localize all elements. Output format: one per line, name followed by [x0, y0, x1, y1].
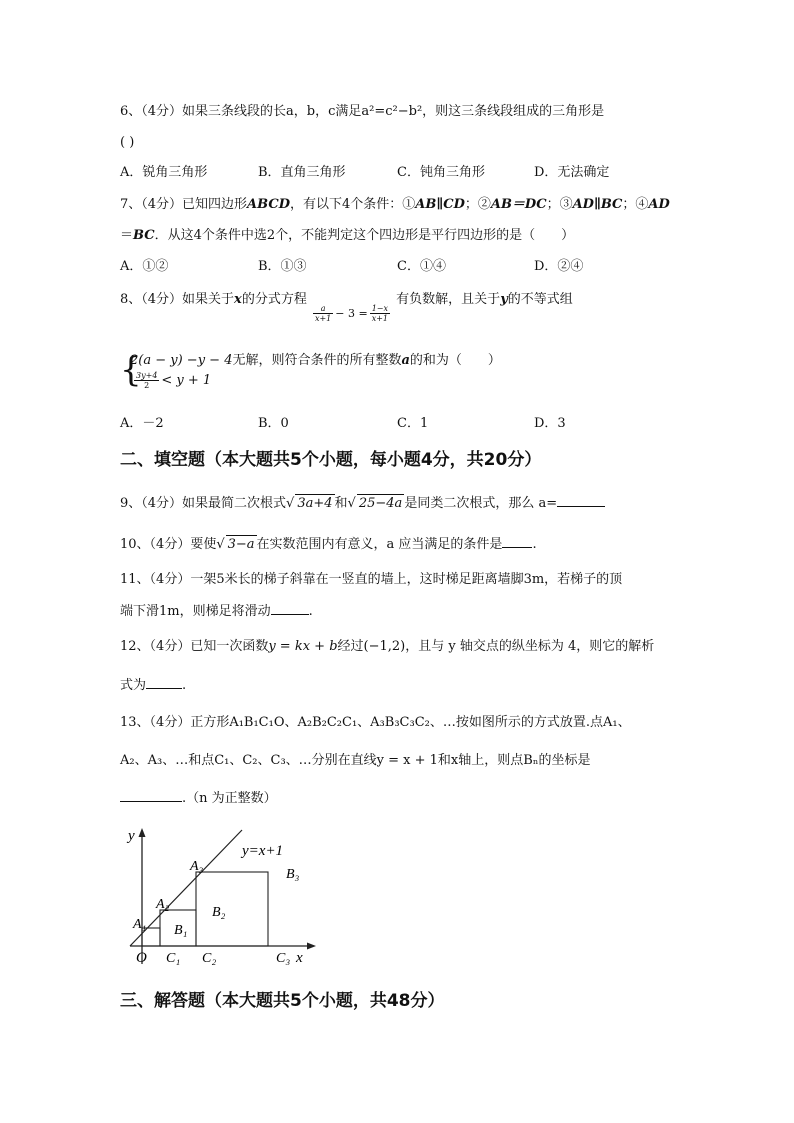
- x-axis-label: x: [296, 950, 303, 966]
- q6-option-b: B．直角三角形: [258, 165, 346, 180]
- q12-line2: 式为 .: [120, 678, 187, 693]
- q10-radical: 3−a: [227, 537, 255, 552]
- label-c1: C₁: [166, 951, 181, 966]
- x-axis-arrow: [307, 943, 316, 950]
- label-b3: B₃: [286, 867, 300, 882]
- section-3-heading: 三、解答题（本大题共5个小题，共48分）: [120, 991, 445, 1011]
- q9-radical-1: 3a+4: [297, 496, 333, 511]
- q12-line1: 12、（4分）已知一次函数y = kx + b经过(−1,2)，且与 y 轴交点的纵坐标为 4，则它的解析: [120, 639, 655, 654]
- q8-brace: {: [120, 350, 142, 390]
- label-b1: B₁: [174, 923, 188, 938]
- q7-option-d: D．②④: [534, 259, 584, 274]
- q8-system-line2: $\frac{3y+4}{2}$ < y + 1: [136, 371, 212, 390]
- q6-paren: ( ): [120, 135, 135, 150]
- q8-equation: $\frac{a}{x+1}$ − 3 = $\frac{1-x}{x+1}$: [314, 304, 389, 323]
- line-label: y=x+1: [242, 843, 284, 859]
- q9-stem: 9、（4分）如果最简二次根式√ 3a+4 和√ 25−4a 是同类二次根式，那么 a=: [120, 494, 605, 513]
- q8-stem: 8、（4分）如果关于x的分式方程 $\frac{a}{x+1}$ − 3 = $\frac{1-x}{x+1}$ 有负数解，且关于y的不等式组: [120, 292, 573, 323]
- q10-answer-blank[interactable]: [502, 535, 532, 548]
- q6-stem: 6、（4分）如果三条线段的长a，b，c满足a²=c²−b²，则这三条线段组成的三角形是: [120, 104, 605, 119]
- q8-option-d: D．3: [534, 416, 566, 431]
- label-a3: A₃: [190, 859, 204, 874]
- label-a2: A₂: [156, 897, 170, 912]
- label-c2: C₂: [202, 951, 217, 966]
- q8-option-c: C．1: [397, 416, 429, 431]
- q13-answer-blank[interactable]: [120, 789, 182, 802]
- q8-option-b: B．0: [258, 416, 289, 431]
- q11-line1: 11、（4分）一架5米长的梯子斜靠在一竖直的墙上，这时梯足距离墙脚3m，若梯子的顶: [120, 572, 623, 587]
- q11-answer-blank[interactable]: [271, 602, 309, 615]
- q8-inequality-system: [120, 352, 620, 396]
- q7-option-a: A．①②: [120, 259, 169, 274]
- q8-system-line1: 2(a − y) −y − 4无解，则符合条件的所有整数a的和为（ ）: [130, 353, 501, 368]
- q7-option-c: C．①④: [397, 259, 446, 274]
- y-axis-arrow: [139, 828, 146, 837]
- label-b2: B₂: [212, 905, 226, 920]
- q13-line2: A₂、A₃、…和点C₁、C₂、C₃、…分别在直线y = x + 1和x轴上，则点Bₙ的坐标是: [120, 753, 591, 768]
- label-c3: C₃: [276, 951, 291, 966]
- q6-option-d: D．无法确定: [534, 165, 610, 180]
- section-2-heading: 二、填空题（本大题共5个小题，每小题4分，共20分）: [120, 450, 542, 470]
- q7-stem-line1: 7、（4分）已知四边形ABCD，有以下4个条件：①AB∥CD；②AB＝DC；③AD∥BC；④AD: [120, 197, 670, 212]
- square-3: [196, 872, 268, 946]
- q13-line1: 13、（4分）正方形A₁B₁C₁O、A₂B₂C₂C₁、A₃B₃C₃C₂、…按如图所示的方式放置.点A₁、: [120, 715, 631, 730]
- y-axis-label: y: [128, 828, 135, 844]
- origin-label: O: [136, 950, 147, 966]
- label-a1: A₁: [133, 917, 147, 932]
- q9-radical-2: 25−4a: [358, 496, 403, 511]
- q10-stem: 10、（4分）要使√ 3−a 在实数范围内有意义，a 应当满足的条件是 .: [120, 537, 537, 552]
- q6-option-a: A．锐角三角形: [120, 165, 208, 180]
- q6-option-c: C．钝角三角形: [397, 165, 485, 180]
- q13-line3: .（n 为正整数）: [120, 789, 277, 808]
- q7-stem-line2: ＝BC．从这4个条件中选2个，不能判定这个四边形是平行四边形的是（ ）: [120, 228, 575, 243]
- q8-fraction-2: $\frac{1-x}{x+1}$: [371, 304, 389, 323]
- q7-option-b: B．①③: [258, 259, 307, 274]
- q8-fraction-1: $\frac{a}{x+1}$: [314, 304, 332, 323]
- q13-figure: [120, 820, 330, 970]
- q11-line2: 端下滑1m，则梯足将滑动 .: [120, 604, 313, 619]
- q9-answer-blank[interactable]: [557, 494, 605, 507]
- q8-option-a: A．－2: [120, 416, 164, 431]
- q12-answer-blank[interactable]: [146, 676, 182, 689]
